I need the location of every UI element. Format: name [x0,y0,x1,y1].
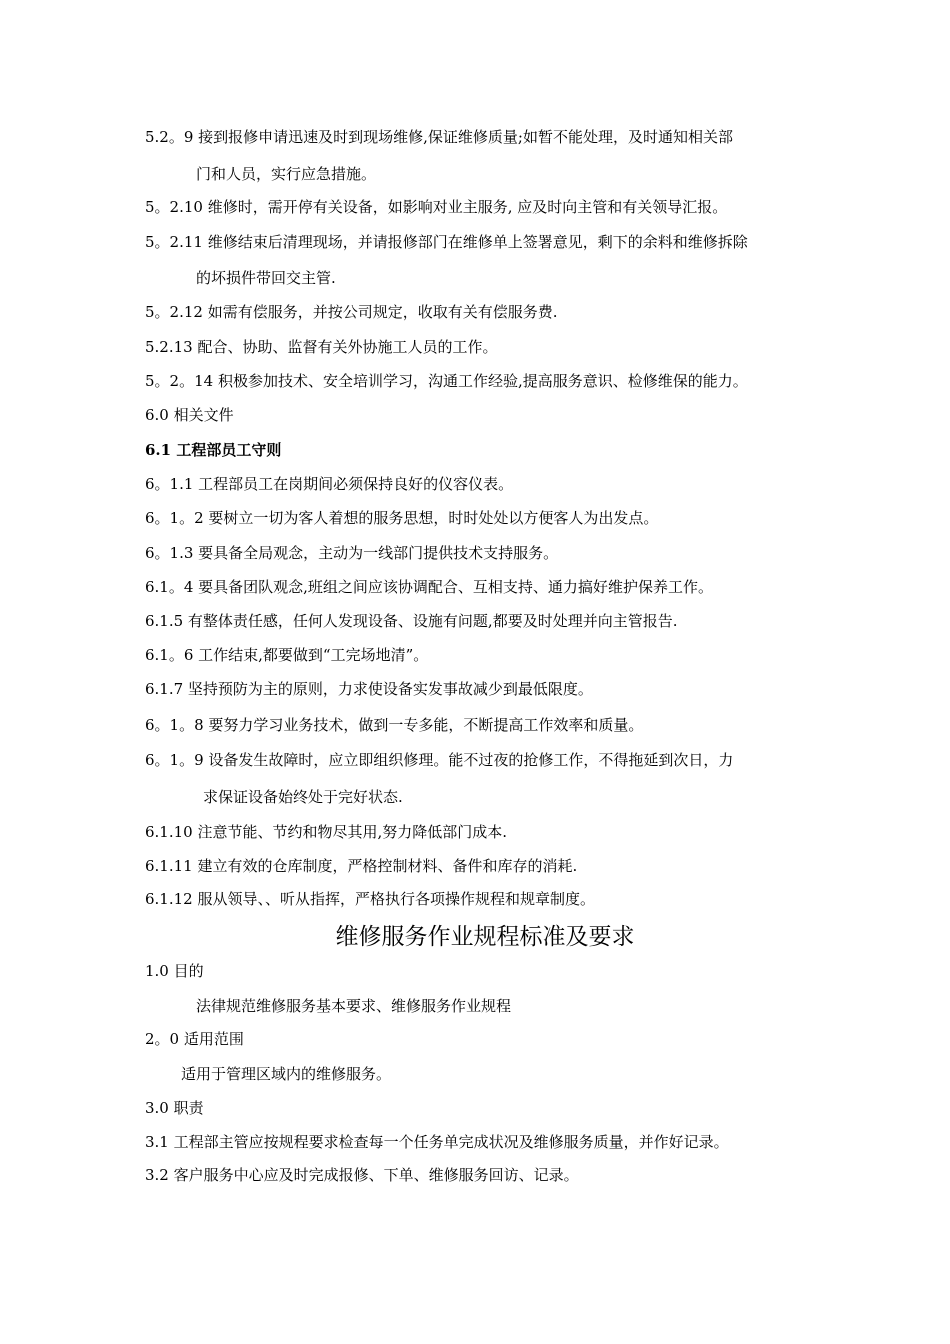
clause-5-2-10: 5。2.10 维修时，需开停有关设备，如影响对业主服务, 应及时向主管和有关领导汇报。 [145,198,728,216]
section-2-0-body: 适用于管理区域内的维修服务。 [181,1065,392,1083]
clause-5-2-13: 5.2.13 配合、协助、监督有关外协施工人员的工作。 [145,338,498,356]
clause-6-1-5: 6.1.5 有整体责任感，任何人发现设备、设施有问题,都要及时处理并向主管报告. [145,612,678,630]
clause-5-2-9-continued: 门和人员，实行应急措施。 [196,165,377,183]
clause-3-2: 3.2 客户服务中心应及时完成报修、下单、维修服务回访、记录。 [145,1166,579,1184]
clause-3-1: 3.1 工程部主管应按规程要求检查每一个任务单完成状况及维修服务质量，并作好记录。 [145,1133,729,1151]
clause-6-1-6: 6.1。6 工作结束,都要做到“工完场地清”。 [145,646,429,664]
clause-6-1-12: 6.1.12 服从领导、、听从指挥，严格执行各项操作规程和规章制度。 [145,890,595,908]
section-3-0-heading: 3.0 职责 [145,1099,204,1117]
clause-5-2-11-continued: 的坏损件带回交主管. [196,269,336,287]
clause-6-1-3: 6。1.3 要具备全局观念，主动为一线部门提供技术支持服务。 [145,544,559,562]
clause-6-1-11: 6.1.11 建立有效的仓库制度，严格控制材料、备件和库存的消耗. [145,857,578,875]
clause-5-2-11: 5。2.11 维修结束后清理现场，并请报修部门在维修单上签署意见，剩下的余料和维修拆除 [145,233,748,251]
clause-5-2-12: 5。2.12 如需有偿服务，并按公司规定，收取有关有偿服务费. [145,303,558,321]
section-6-1-heading: 6.1 工程部员工守则 [145,441,282,459]
section-6-0-heading: 6.0 相关文件 [145,406,234,424]
clause-6-1-1: 6。1.1 工程部员工在岗期间必须保持良好的仪容仪表。 [145,475,514,493]
clause-6-1-2: 6。1。2 要树立一切为客人着想的服务思想，时时处处以方便客人为出发点。 [145,509,659,527]
section-1-0-heading: 1.0 目的 [145,962,204,980]
clause-6-1-10: 6.1.10 注意节能、节约和物尽其用,努力降低部门成本. [145,823,508,841]
clause-6-1-9: 6。1。9 设备发生故障时，应立即组织修理。能不过夜的抢修工作，不得拖延到次日，力 [145,751,734,769]
clause-5-2-14: 5。2。14 积极参加技术、安全培训学习，沟通工作经验,提高服务意识、检修维保的能力。 [145,372,748,390]
clause-6-1-7: 6.1.7 坚持预防为主的原则，力求使设备实发事故减少到最低限度。 [145,680,593,698]
clause-6-1-9-continued: 求保证设备始终处于完好状态. [203,788,403,806]
clause-5-2-9: 5.2。9 接到报修申请迅速及时到现场维修,保证维修质量;如暂不能处理，及时通知相关部 [145,128,733,146]
document-title: 维修服务作业规程标准及要求 [335,924,635,950]
section-2-0-heading: 2。0 适用范围 [145,1030,244,1048]
clause-6-1-4: 6.1。4 要具备团队观念,班组之间应该协调配合、互相支持、通力搞好维护保养工作。 [145,578,713,596]
section-1-0-body: 法律规范维修服务基本要求、维修服务作业规程 [196,997,512,1015]
clause-6-1-8: 6。1。8 要努力学习业务技术，做到一专多能，不断提高工作效率和质量。 [145,716,644,734]
